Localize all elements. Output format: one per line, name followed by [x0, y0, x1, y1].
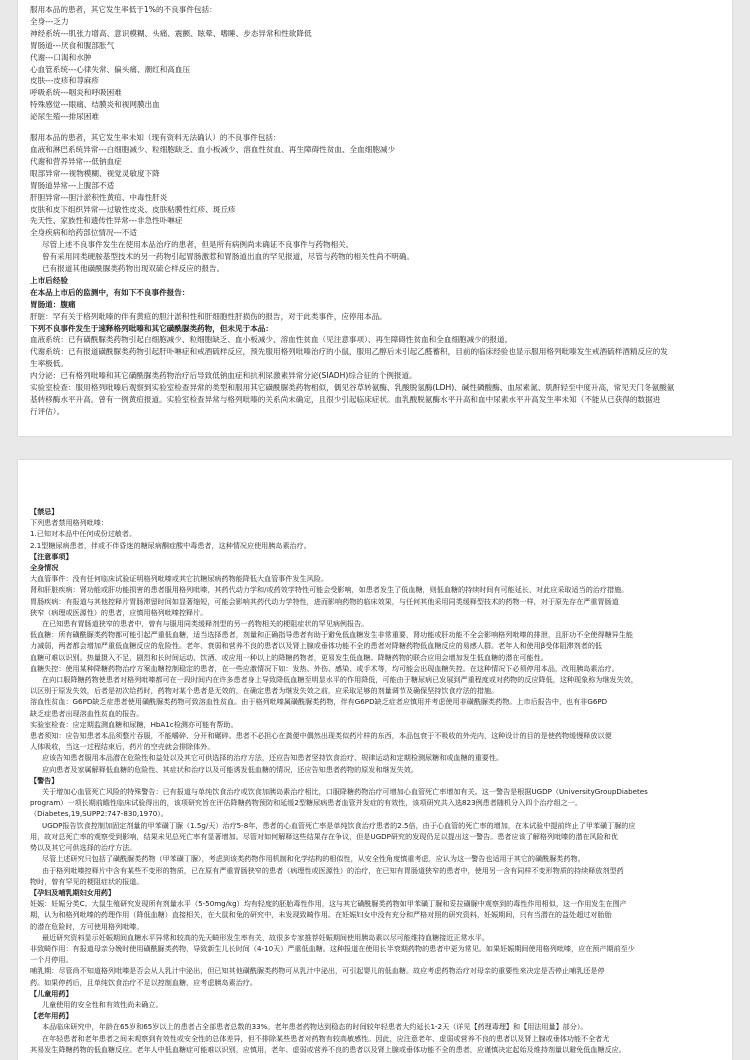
paragraph-gap: [30, 123, 718, 132]
text-line: 神经系统---肌张力增高、意识模糊、头痛、震颤、眩晕、嗜睡、步态异常和性欲降低: [30, 28, 312, 38]
text-line: 先天性、家族性和遗传性异常---非急性卟啉症: [30, 216, 183, 226]
text-line: 其易发生降糖药物的低血糖反应。老年人中低血糖症可能难以识别，应慎用，老年、虚弱或营养不良的患者以及肾上腺或垂体功能不全的患者，应谨慎决定起始及维持剂量以避免低血糖反应。: [30, 1044, 626, 1054]
text-line: 下列患者禁用格列吡嗪：: [30, 518, 109, 528]
text-line: 血液系统：已有磺酰脲类药物引起白细胞减少、粒细胞缺乏、血小板减少、溶血性贫血（见注意事项）、再生障碍性贫血和全血细胞减少的报道。: [30, 335, 513, 345]
text-line: 最近研究资料显示妊娠期间血糖水平异常和较高的先天畸形发生率有关，故很多专家推荐妊娠期间使用胰岛素以尽可能维持血糖接近正常水平。: [42, 932, 489, 942]
section-heading: 【儿童用药】: [30, 988, 73, 998]
text-line: 非致畸作用：有报道母亲分娩时使用磺酰脲类药物，导致新生儿长时间（4-10天）严重低血糖。这种报道在使用长半衰期药物的患者中更为常见。如果妊娠期间使用格列吡嗪，应在预产期前至少: [30, 943, 635, 953]
text-line: 缺乏症患者出现溶血性贫血的报告。: [30, 708, 144, 718]
text-line: 基转移酶水平升高。曾有一例黄疸报道。实验室检查异常与格列吡嗪的关系尚未确定，且很少引起临床症状。血乳酸脱氨酶水平升高和血中尿素水平升高发生率未知（不能从已获得的数据进: [30, 395, 661, 404]
text-line: 用，故对总死亡率的观察受到影响，结果未见总死亡率有显著增加。尽管对如何解释这些结果存在争议，但是UGDP研究的发现仍足以提出这一警告。患者应该了解格列吡嗪的潜在风险和优: [30, 831, 618, 841]
text-line: 代谢---口渴和水肿: [30, 52, 92, 62]
text-line: 全身疾病和给药部位情况---不适: [30, 228, 137, 238]
text-line: 服用本品的患者，其它发生率低于1%的不良事件包括：: [30, 5, 217, 14]
section-heading: 【注意事项】: [30, 551, 73, 561]
text-line: 1.已知对本品中任何成份过敏者。: [30, 529, 137, 539]
text-line: 期，认为和格列吡嗪的药理作用（降低血糖）直接相关，在大鼠和兔的研究中，未发现致畸作用。在妊娠妇女中没有充分和严格对照的研究资料，妊娠期间，只有当潜在的益处超过对胎胎: [30, 910, 612, 920]
text-line: 狭窄（病理或医源性）的患者，应慎用格列吡嗪控释片。: [30, 607, 208, 617]
text-line: UGDP报告饮食控制加固定剂量的甲苯磺丁脲（1.5g/天）治疗5-8年，患者的心血管死亡率是单纯饮食治疗患者的2.5倍，由于心血管的死亡率的增加，在本试验中提前终止了甲苯磺丁脲的应: [42, 820, 636, 830]
section-heading: 上市后经验: [30, 275, 68, 285]
section-heading: 胃肠道：腹痛: [30, 299, 76, 309]
text-line: 2.1型糖尿病患者，伴或不伴昏迷的糖尿病酮症酸中毒患者，这种情况应使用胰岛素治疗。: [30, 540, 311, 550]
text-line: 患者须知：应告知患者本品须整片吞服，不能嚼碎、分开和碾碎。患者不必担心在粪便中偶然出现类似药片样的东西，本品包衰于不吸收的外壳内，这种设计的目的是使药物缓慢释放以便: [30, 731, 612, 741]
page-2-text-block: [30, 506, 718, 1055]
section-heading: 下列不良事件发生于速释格列吡嗪和其它磺酰脲类药物，但未见于本品：: [30, 323, 273, 333]
text-line: 人体吸收，当这一过程结束后，药片的空壳就会排除体外。: [30, 742, 215, 752]
text-line: 势以及其它可供选择的治疗方法。: [30, 843, 137, 853]
text-line: 尽管上述不良事件发生在使用本品治疗的患者，但是所有病例尚未确证不良事件与药物相关。: [42, 240, 354, 250]
text-line: 溶血性贫血：G6PD缺乏症患者使用磺酰脲类药物可致溶血性贫血。由于格列吡嗪属磺酰脲类药物，伴有G6PD缺乏症者应慎用并考虑使用非磺酰脲类药物。上市后报告中，也有非G6PD: [30, 697, 608, 707]
text-line: 应该告知患者服用本品潜在危险性和益处以及其它可供选择的治疗方法，还应告知患者坚持饮食治疗、规律运动和定期检测尿糖和或血糖的重要性。: [42, 753, 504, 763]
text-line: 胃肠道---厌食和腹部胀气: [30, 40, 115, 50]
text-line: 在向口服降糖药物使患者对格列吡嗪都可在一段时间内在许多患者身上导致降低血糖至明显水平的作用降低，可能由于糖尿病已发展到严重程度或对药物的反应降低，这种现象称为继发失效，: [42, 675, 638, 685]
section-heading: 【孕妇及哺乳期妇女用药】: [30, 887, 116, 897]
text-line: 血糖可难以识别。热量摄入不足，剧烈和长时间运动、饮酒、或应用一种以上的降糖药物者，更易发生低血糖。降糖药物的联合应用会增加发生低血糖的潜在可能性。: [30, 652, 548, 662]
text-line: 实验室检查：应定期监测血糖和尿糖，HbA1c检测亦可能有帮助。: [30, 719, 238, 729]
text-line: 药。如果停药后，且单纯饮食治疗不足以控制血糖，应考虑胰岛素治疗。: [30, 977, 257, 987]
text-line: 服用本品的患者，其它发生率未知（现有资料无法确认）的不良事件包括：: [30, 133, 281, 143]
text-line: 实验室检查：服用格列吡嗪后观察到实验室检查异常的类型和服用其它磺酰脲类药物相似，偶见谷草转氨酶、乳酸脱氢酶(LDH)、碱性磷酸酶、血尿素氮、肌酐轻至中度升高，常见天门冬氨酸氨: [30, 383, 675, 393]
text-line: 本品临床研究中，年龄在65岁和65岁以上的患者占全部患者总数的33%。老年患者药物达到稳态的时间较年轻患者大约延长1-2天（详见【药理毒理】和【用法用量】部分）。: [42, 1022, 588, 1032]
text-line: 尽管上述研究只包括了磺酰脲类药物（甲苯磺丁脲），考虑到该类药物作用机制和化学结构的相似性，从安全性角度慎重考虑，应认为这一警告也适用于其它的磺酰脲类药物。: [42, 854, 585, 864]
text-line: 血糖失控：使用某种降糖药物治疗方案血糖控制稳定的患者，在一些应激情况下如：发热、外伤、感染、或手术等，均可能会出现血糖失控。在这种情况下必须停用本品，改用胰岛素治疗。: [30, 663, 619, 673]
text-line: 低血糖：所有磺酰脲类药物都可能引起严重低血糖，适当选择患者，剂量和正确指导患者有助于避免低血糖发生非常重要，肾功能或肝功能不全会影响格列吡嗪的排泄，且肝功不全使得糖异生能: [30, 630, 633, 640]
text-line: 物时，曾有罕见的梗阻症状的报道。: [30, 876, 144, 886]
text-line: 心血管系统---心律失常、偏头痛、潮红和高血压: [30, 64, 191, 74]
text-line: 一个月停用。: [30, 955, 73, 965]
text-line: 在已知患有胃肠道狭窄的患者中，曾有与服用同类缓释剂型的另一药物相关的梗阻症状的罕见病例报告。: [42, 619, 369, 629]
text-line: 行评估）。: [30, 406, 65, 416]
text-line: 皮肤---皮疹和荨麻疹: [30, 76, 99, 86]
text-line: 代谢和营养异常---低钠血症: [30, 156, 122, 166]
text-line: 眼部异常---视物模糊、视觉灵敏度下降: [30, 168, 160, 178]
text-line: 生率极低。: [30, 359, 68, 369]
text-line: 肝胆异常---胆汁淤积性黄疸、中毒性肝炎: [30, 192, 168, 202]
text-line: 妊娠：妊娠分类C。大鼠生殖研究发现所有剂量水平（5-50mg/kg）均有轻度的胚胎毒性作用，这与其它磺酰脲类药物如甲苯磺丁脲和妥拉磺脲中观察到的毒性作用相似，这一作用发生在围产: [30, 899, 627, 909]
section-heading: 【老年用药】: [30, 1011, 73, 1021]
text-line: 内分泌：已有格列吡嗪和其它磺酰脲类药物治疗后导致低钠血症和抗利尿激素异常分泌(SIADH)综合征的个例报道。: [30, 371, 417, 381]
text-line: 在年轻患者和老年患者之间未观察到有效性或安全性的总体差异，但不排除某些患者对药物有较高敏感性。因此，应注意老年、虚弱或营养不良的患者以及肾上腺或垂体功能不全者尤: [42, 1033, 610, 1043]
section-heading: 【禁忌】: [30, 507, 59, 516]
text-line: 哺乳期：尽管尚不知道格列吡嗪是否会从人乳汁中泌出，但已知其他磺酰脲类药物可从乳汁中泌出，可引起婴儿的低血糖。故应考虑药物治疗对母亲的重要性来决定是否停止哺乳还是停: [30, 966, 605, 976]
text-line: 儿童使用的安全性和有效性尚未确立。: [42, 999, 163, 1009]
text-line: 已有报道其他磺酰脲类药物出现双硫仑样反应的报告。: [42, 264, 225, 274]
text-line: program）一项长期前瞻性临床试验得出的，该项研究旨在评估降糖药物预防和延缓2型糖尿病患者血管并发症的有效性，该项研究共入选823例患者随机分入四个治疗组之一。: [30, 798, 582, 808]
section-heading: 全身情况: [30, 563, 59, 573]
text-line: 应向患者及家属解释低血糖的危险性、其症状和治疗以及可能诱发低血糖的情况，还应告知患者药物的原发和继发失效。: [42, 764, 418, 774]
text-line: 特殊感觉---眼痛、结膜炎和视网膜出血: [30, 100, 160, 110]
text-line: 肝脏：罕有关于格列吡嗪的伴有黄疸的胆汁淤积性和肝细胞性肝损伤的报告，对于此类事件，应停用本品。: [30, 311, 387, 321]
text-line: 皮肤和皮下组织异常---过敏性皮炎、皮肤粘膜性红疹、斑丘疹: [30, 204, 236, 214]
text-line: 曾有采用同类硬胺基型技术的另一药物引起胃肠激惹和胃肠道出血的罕见报道，尽管与药物的相关性尚不明确。: [42, 252, 415, 262]
document-page-1: [18, 0, 732, 436]
section-heading: 在本品上市后的监测中，有如下不良事件报告：: [30, 287, 190, 297]
text-line: 泌尿生殖---排尿困难: [30, 112, 99, 122]
text-line: 由于格列吡嗪控释片中含有某些不变形的物质，已在原有严重胃肠狭窄的患者（病理性或医源性）的治疗，在已知有胃肠道狭窄的患者中，使用另一含有同样不变形物质的持续释放剂型药: [42, 865, 624, 875]
text-line: 胃肠疾病：有报道与其他控释片胃肠滞留时间如显著缩短，可能会影响其药代动力学特性，进而影响药物的临床效果，与任何其他采用同类缓释型技术的药物一样，对于原先存在严重胃肠道: [30, 596, 619, 606]
document-page-2: [18, 460, 732, 1060]
text-line: 呼吸系统---咽炎和呼吸困难: [30, 88, 122, 98]
text-line: （Diabetes,19,SUPP2:747-830,1970）。: [30, 809, 168, 819]
section-heading: 【警告】: [30, 775, 59, 785]
text-line: 血液和淋巴系统异常---白细胞减少、粒细胞缺乏、血小板减少、溶血性贫血、再生障碍性贫血、全血细胞减少: [30, 144, 396, 154]
text-line: 关于增加心血管死亡风险的特殊警告：已有报道与单纯饮食治疗或饮食加胰岛素治疗相比，口服降糖药物治疗可增加心血管死亡率增加有关。这一警告是根据UGDP（UniversityGroupDiabetes: [42, 787, 648, 797]
text-line: 全身---乏力: [30, 16, 69, 26]
text-line: 大血管事件：没有任何临床试验证明格列吡嗪或其它抗糖尿病药物能降低大血管事件发生风险。: [30, 574, 328, 584]
text-line: 肾和肝脏疾病：肾功能或肝功能损害的患者服用格列吡嗪，其药代动力学和/或药效学特性可能会受影响，如患者发生了低血糖，则低血糖的持续时间有可能延长，对此应采取适当的治疗措施。: [30, 585, 629, 595]
page-1-text-block: [30, 4, 718, 418]
text-line: 以区别于原发失效，后者是初次给药时，药物对某个患者是无效的，在确定患者为继发失效之前，应采取足够的剂量调节及确保坚持饮食疗法的措施。: [30, 686, 499, 696]
text-line: 力减弱，两者都会增加严重低血糖反应的危险性。老年、衰弱和营养不良的患者以及肾上腺或垂体功能不全的患者对降糖药物低血糖反应的易感人群。老年人和使用β受体阻滞剂者的低: [30, 641, 603, 651]
text-line: 的潜在危险时，方可使用格列吡嗪。: [30, 921, 144, 931]
text-line: 胃肠道异常---上腹部不适: [30, 180, 115, 190]
text-line: 代谢系统：已有报道磺酰脲类药物引起肝卟啉症和戒酒硫样反应，预先服用格列吡嗪治疗的小鼠，服用乙醇后未引起乙醛蓄积，目前的临床经验也显示服用格列吡嗪发生戒酒硫样酒精反应的发: [30, 347, 668, 357]
